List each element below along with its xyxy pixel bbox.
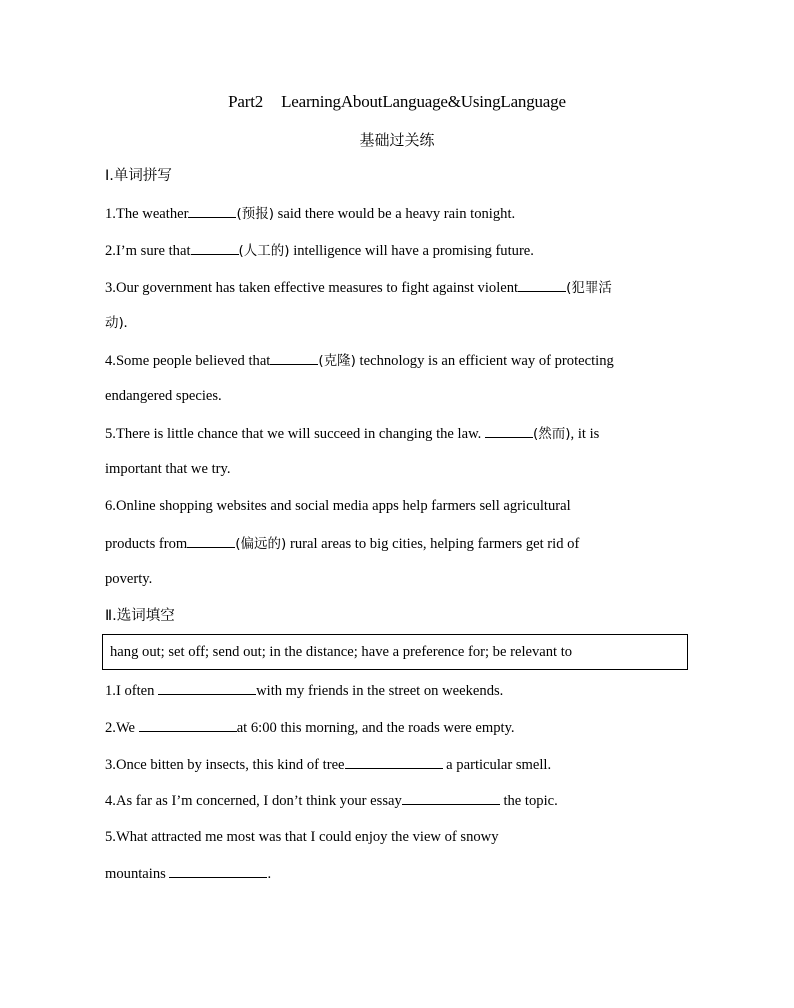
- page-subtitle: 基础过关练: [359, 131, 435, 149]
- s1-question-4: 4.Some people believed that (克隆) technology is an efficient way of protecting: [105, 350, 695, 371]
- answer-blank[interactable]: [402, 790, 500, 805]
- s2-question-3: 3.Once bitten by insects, this kind of tree a particular smell.: [105, 754, 695, 775]
- answer-blank[interactable]: [518, 277, 566, 292]
- s2-question-2: 2.We at 6:00 this morning, and the roads were empty.: [105, 717, 695, 738]
- s1-question-3-cont: 动).: [105, 315, 128, 331]
- s1-question-4-cont: endangered species.: [105, 388, 222, 404]
- word-bank-text: hang out; set off; send out; in the distance; have a preference for; be relevant to: [110, 644, 573, 660]
- answer-blank[interactable]: [345, 754, 443, 769]
- answer-blank[interactable]: [270, 350, 318, 365]
- part-title: LearningAboutLanguage&UsingLanguage: [281, 92, 566, 111]
- answer-blank[interactable]: [191, 240, 239, 255]
- s2-question-5: 5.What attracted me most was that I could enjoy the view of snowy: [105, 829, 499, 845]
- word-bank-box: [102, 634, 688, 670]
- s1-question-1: 1.The weather (预报) said there would be a heavy rain tonight.: [105, 203, 695, 224]
- answer-blank[interactable]: [169, 863, 267, 878]
- section-1-heading: Ⅰ.单词拼写: [105, 168, 172, 184]
- page-title: [0, 92, 794, 112]
- s2-question-4: 4.As far as I’m concerned, I don’t think your essay the topic.: [105, 790, 695, 811]
- section-2-heading: Ⅱ.选词填空: [105, 608, 175, 624]
- s2-question-5-cont: mountains .: [105, 863, 695, 884]
- s1-question-5-cont: important that we try.: [105, 461, 231, 477]
- answer-blank[interactable]: [187, 533, 235, 548]
- answer-blank[interactable]: [158, 680, 256, 695]
- s2-question-1: 1.I often with my friends in the street on weekends.: [105, 680, 695, 701]
- s1-question-6-cont: products from (偏远的) rural areas to big cities, helping farmers get rid of: [105, 533, 695, 554]
- answer-blank[interactable]: [188, 203, 236, 218]
- s1-question-5: 5.There is little chance that we will succeed in changing the law. (然而), it is: [105, 423, 695, 444]
- answer-blank[interactable]: [485, 423, 533, 438]
- part-label: Part2: [228, 92, 264, 111]
- s1-question-6-cont2: poverty.: [105, 571, 153, 587]
- s1-question-2: 2.I’m sure that (人工的) intelligence will have a promising future.: [105, 240, 695, 261]
- s1-question-6: 6.Online shopping websites and social media apps help farmers sell agricultural: [105, 498, 571, 514]
- answer-blank[interactable]: [139, 717, 237, 732]
- s1-question-3: 3.Our government has taken effective measures to fight against violent (犯罪活: [105, 277, 695, 298]
